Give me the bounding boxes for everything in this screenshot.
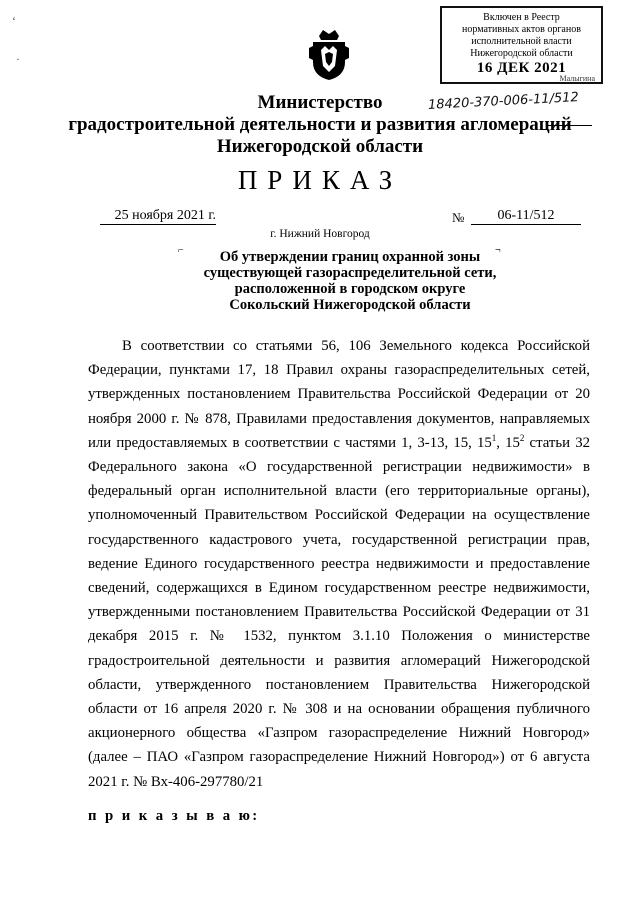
document-title (170, 249, 530, 313)
body-fragment: , 15 (496, 434, 520, 451)
city: г. Нижний Новгород (270, 228, 370, 240)
document-type: ПРИКАЗ (237, 165, 403, 195)
title-line: Об утверждении границ охранной зоны (219, 249, 481, 265)
stamp-signature: Малыгина (559, 74, 595, 83)
document-date: 25 ноября 2021 г. (100, 208, 216, 225)
ministry-header (0, 92, 640, 158)
title-line: существующей газораспределительной сети, (203, 265, 497, 281)
registry-stamp (440, 6, 603, 84)
body-fragment: В соответствии со статьями 56, 106 Земельного кодекса Российской Федерации, пунктами 17, 18 Правил охраны газораспределительных сетей, утвержденных постановлением Правительства Российской Федерации от 20 ноября 2000 г. № 878, Правилами предоставления документов, направляемых или предоставляемых в соответствии с частями 1, 3-13, 15, 15 (88, 338, 590, 451)
stamp-line: Нижегородской области (470, 48, 573, 59)
order-word: п р и к а з ы в а ю: (88, 808, 260, 824)
ministry-line: Министерство (257, 92, 383, 113)
body-paragraph (88, 334, 590, 794)
title-line: расположенной в городском округе (234, 281, 466, 297)
document-number: 06-11/512 (471, 208, 581, 225)
corner-mark: ⌐ (178, 245, 184, 256)
superscript: 1 (491, 432, 497, 443)
title-line: Сокольский Нижегородской области (229, 297, 471, 313)
stamp-line: нормативных актов органов (462, 24, 581, 35)
margin-mark: ‘ (12, 14, 16, 28)
coat-of-arms-icon (307, 26, 351, 82)
ministry-line: Нижегородской области (216, 136, 424, 157)
handwritten-registration-number: 18420-370-006-11/512 (427, 90, 580, 113)
stamp-date: 16 ДЕК 2021 (476, 60, 567, 76)
stamp-line: Включен в Реестр (483, 12, 560, 23)
corner-mark: ¬ (495, 245, 501, 256)
body-text (88, 334, 590, 794)
number-label: № (452, 210, 465, 225)
divider (548, 125, 592, 126)
ministry-line: градостроительной деятельности и развития агломераций (68, 114, 572, 135)
body-fragment: статьи 32 Федерального закона «О государственной регистрации недвижимости» в федеральный орган исполнительной власти (его территориальные органы), уполномоченный Правительством Российской Федерации на осуществление государственного кадастрового учета, государственной регистрации прав, ведение Единого государственного реестра недвижимости и предоставление сведений, содержащихся в Едином государственном реестре недвижимости, утвержденными постановлением Правительства Российской Федерации от 31 декабря 2015 г. № 1532, пунктом 3.1.10 Положения о министерстве градостроительной деятельности и развития агломераций Нижегородской области, утвержденного постановлением Правительства Нижегородской области от 16 апреля 2020 г. № 308 и на основании обращения публичного акционерного общества «Газпром газораспределение Нижний Новгород» (далее – ПАО «Газпром газораспределение Нижний Новгород») от 6 августа 2021 г. № Вх-406-297780/21 (88, 434, 590, 790)
stamp-line: исполнительной власти (471, 36, 572, 47)
superscript: 2 (519, 432, 525, 443)
margin-mark: · (16, 52, 20, 66)
